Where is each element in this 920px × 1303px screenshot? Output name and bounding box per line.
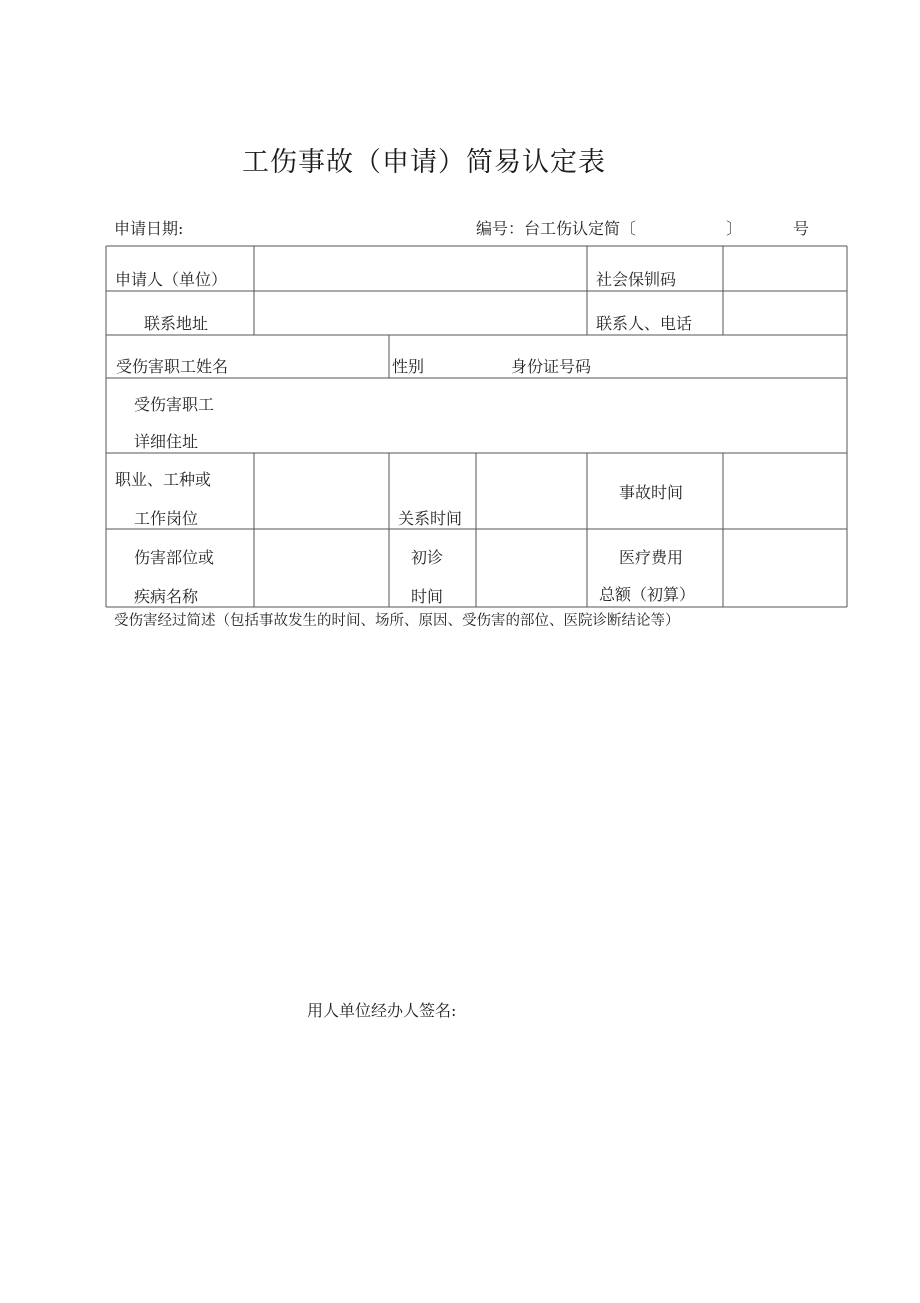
id-number-field[interactable] (610, 336, 846, 377)
accident-time-field[interactable] (724, 454, 846, 528)
page-title: 工伤事故（申请）简易认定表 (242, 147, 606, 178)
form-number-suffix: 号 (793, 219, 810, 238)
injured-name-label: 受伤害职工姓名 (116, 357, 229, 376)
gender-label: 性别 (392, 357, 425, 376)
injury-part-label-line2: 疾病名称 (134, 587, 199, 606)
application-date-label: 申请日期: (114, 219, 184, 238)
relation-time-field[interactable] (477, 454, 586, 528)
signature-field[interactable] (485, 994, 785, 1022)
injury-description-area[interactable] (106, 632, 847, 982)
injured-address-label-line1: 受伤害职工 (134, 395, 215, 414)
applicant-field[interactable] (255, 247, 586, 290)
address-label: 联系地址 (144, 314, 209, 333)
social-security-code-label: 社会保钏码 (596, 270, 677, 289)
social-security-code-field[interactable] (724, 247, 846, 290)
accident-time-label: 事故时间 (619, 483, 684, 502)
injury-part-field[interactable] (255, 530, 388, 606)
occupation-label-line2: 工作岗位 (134, 509, 199, 528)
id-number-label: 身份证号码 (511, 357, 592, 376)
injury-part-label-line1: 伤害部位或 (134, 548, 215, 567)
contact-phone-field[interactable] (724, 292, 846, 334)
applicant-label: 申请人（单位） (115, 270, 228, 289)
medical-cost-label-line2: 总额（初算） (599, 585, 696, 604)
injured-address-field[interactable] (255, 379, 846, 452)
signature-label: 用人单位经办人签名: (307, 1001, 457, 1020)
address-field[interactable] (255, 292, 586, 334)
first-visit-label-line2: 时间 (411, 587, 444, 606)
relation-time-label: 关系时间 (398, 509, 463, 528)
medical-cost-label-line1: 医疗费用 (619, 548, 684, 567)
injury-description-label: 受伤害经过简述（包括事故发生的时间、场所、原因、受伤害的部位、医院诊断结论等） (114, 613, 680, 629)
injured-name-field[interactable] (255, 336, 388, 377)
injured-address-label-line2: 详细住址 (134, 432, 199, 451)
occupation-label-line1: 职业、工种或 (115, 470, 212, 489)
first-visit-label-line1: 初诊 (411, 548, 444, 567)
first-visit-time-field[interactable] (477, 530, 586, 606)
occupation-field[interactable] (255, 454, 388, 528)
medical-cost-field[interactable] (724, 530, 846, 606)
form-number-label: 编号：台工伤认定简〔 (476, 219, 637, 238)
form-number-close-bracket: 〕 (726, 219, 743, 238)
contact-phone-label: 联系人、电话 (596, 314, 693, 333)
